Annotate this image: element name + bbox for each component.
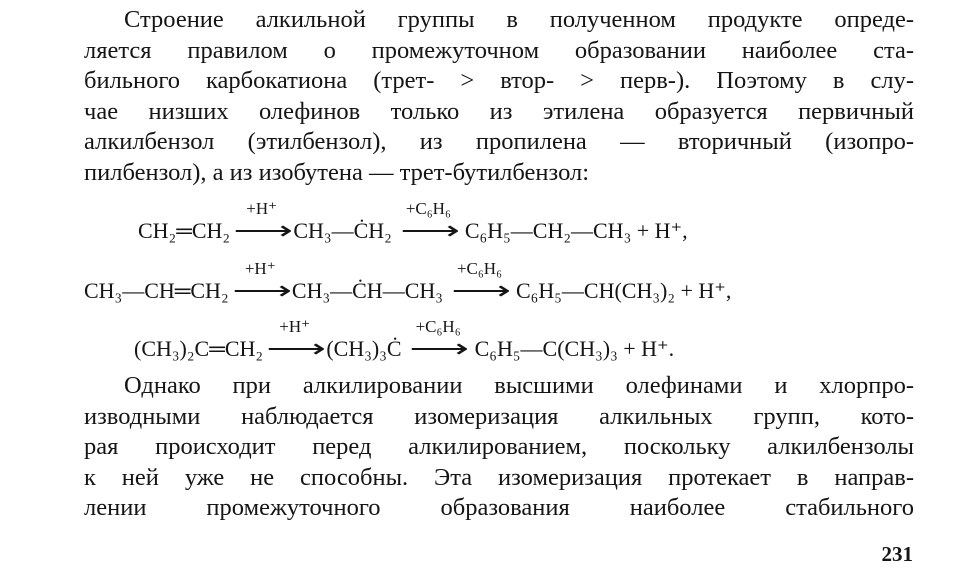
- reaction-arrow: [233, 199, 290, 245]
- text-line: к ней уже не способны. Эта изомеризация протекает в направ-: [84, 463, 914, 491]
- arrow-label: +H⁺: [246, 199, 278, 218]
- reactant: (CH₃)₂C═CH₂: [134, 336, 264, 361]
- text-line: лении промежуточного образования наиболее стабильного: [84, 494, 914, 521]
- reactant: CH₃—CH═CH₂: [84, 278, 229, 303]
- intermediate: CH₃—ĊH—CH₃: [291, 278, 443, 303]
- intermediate: (CH₃)₃Ċ: [326, 336, 402, 361]
- equation-propylene: [84, 259, 732, 305]
- arrow-right-icon: ⟶: [233, 216, 290, 245]
- text-line: Строение алкильной группы в полученном продукте опреде-: [124, 6, 914, 33]
- arrow-label: +H⁺: [244, 259, 276, 278]
- reaction-arrow: [232, 259, 289, 305]
- text-line: алкилбензол (этилбензол), из пропилена — вторичный (изопро-: [84, 128, 914, 155]
- arrow-label: +C₆H₆: [415, 317, 461, 336]
- product: C₆H₅—CH(CH₃)₂ + H⁺,: [516, 278, 732, 303]
- page-number: 231: [881, 542, 913, 566]
- text-line: Однако при алкилировании высшими олефинами и хлорпро-: [124, 372, 914, 399]
- intermediate: CH₃—ĊH₂: [293, 218, 392, 243]
- arrow-label: +C₆H₆: [405, 199, 451, 218]
- arrow-right-icon: ⟶: [232, 276, 289, 305]
- paragraph-1: [84, 5, 914, 188]
- text-line: рая происходит перед алкилированием, поскольку алкилбензолы: [84, 433, 914, 460]
- text-line: бильного карбокатиона (трет- > втор- > перв-). Поэтому в слу-: [84, 67, 914, 94]
- equation-ethylene: [138, 199, 688, 245]
- arrow-right-icon: ⟶: [409, 334, 467, 363]
- text-line: изводными наблюдается изомеризация алкильных групп, кото-: [84, 402, 914, 430]
- reactant: CH₂═CH₂: [138, 218, 231, 243]
- reaction-arrow: [266, 317, 323, 363]
- arrow-label: +C₆H₆: [456, 259, 502, 278]
- arrow-right-icon: ⟶: [400, 216, 457, 245]
- product: C₆H₅—C(CH₃)₃ + H⁺.: [474, 336, 675, 361]
- equation-isobutene: [134, 317, 675, 363]
- arrow-label: +H⁺: [279, 317, 311, 336]
- reaction-arrow: [451, 259, 508, 305]
- paragraph-2: [84, 371, 914, 524]
- arrow-right-icon: ⟶: [266, 334, 323, 363]
- text-line: пилбензол), а из изобутена — трет-бутилбензол:: [84, 158, 590, 186]
- reaction-arrow: [400, 199, 457, 245]
- text-line: ляется правилом о промежуточном образовании наиболее ста-: [84, 36, 914, 64]
- product: C₆H₅—CH₂—CH₃ + H⁺,: [464, 218, 688, 243]
- text-line: чае низших олефинов только из этилена образуется первичный: [84, 97, 914, 125]
- arrow-right-icon: ⟶: [451, 276, 508, 305]
- reaction-arrow: [409, 317, 467, 363]
